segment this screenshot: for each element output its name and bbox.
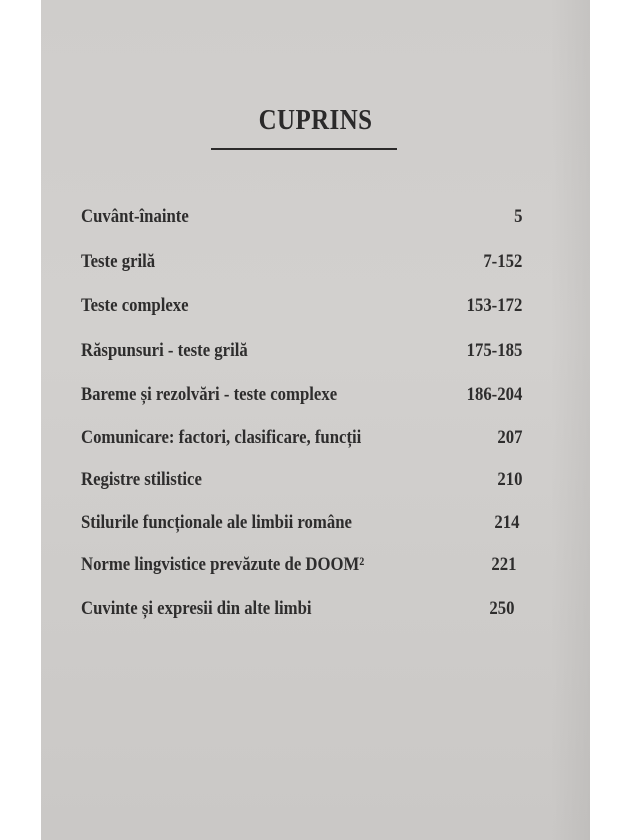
toc-entry-page: 214 — [493, 512, 519, 533]
toc-entry — [81, 293, 522, 319]
toc-entry-label: Registre stilistice — [81, 469, 202, 490]
toc-entry-page: 5 — [513, 206, 522, 227]
toc-entry-page: 207 — [496, 427, 522, 448]
toc-entry — [81, 382, 522, 408]
toc-entry — [81, 204, 522, 230]
toc-entry — [81, 467, 522, 493]
toc-entry-label: Stilurile funcționale ale limbii române — [81, 512, 352, 533]
toc-entry — [81, 510, 522, 536]
toc-entry-label: Bareme și rezolvări - teste complexe — [81, 384, 338, 405]
toc-entry-page: 210 — [496, 469, 522, 490]
toc-entry — [81, 552, 522, 578]
toc-entry-page: 175-185 — [466, 340, 522, 361]
book-page — [41, 0, 590, 840]
toc-entry-label: Comunicare: factori, clasificare, funcții — [81, 427, 362, 448]
toc-entry-page: 250 — [488, 598, 514, 619]
toc-entry-label: Cuvinte și expresii din alte limbi — [81, 598, 312, 619]
toc-entry — [81, 596, 522, 622]
toc-entry-label: Cuvânt-înainte — [81, 206, 189, 227]
toc-entry-page: 153-172 — [466, 295, 522, 316]
toc-entry-label: Răspunsuri - teste grilă — [81, 340, 248, 361]
page-title: CUPRINS — [258, 104, 373, 136]
title-underline — [211, 148, 397, 150]
toc-entry-page: 221 — [490, 554, 516, 575]
toc-entry-label: Norme lingvistice prevăzute de DOOM² — [81, 554, 365, 575]
toc-entry-page: 7-152 — [482, 251, 522, 272]
toc-entry — [81, 338, 522, 364]
toc-entry — [81, 425, 522, 451]
toc-entry-label: Teste grilă — [81, 251, 156, 272]
toc-entry-page: 186-204 — [466, 384, 522, 405]
toc-entry-label: Teste complexe — [81, 295, 189, 316]
toc-entry — [81, 249, 522, 275]
